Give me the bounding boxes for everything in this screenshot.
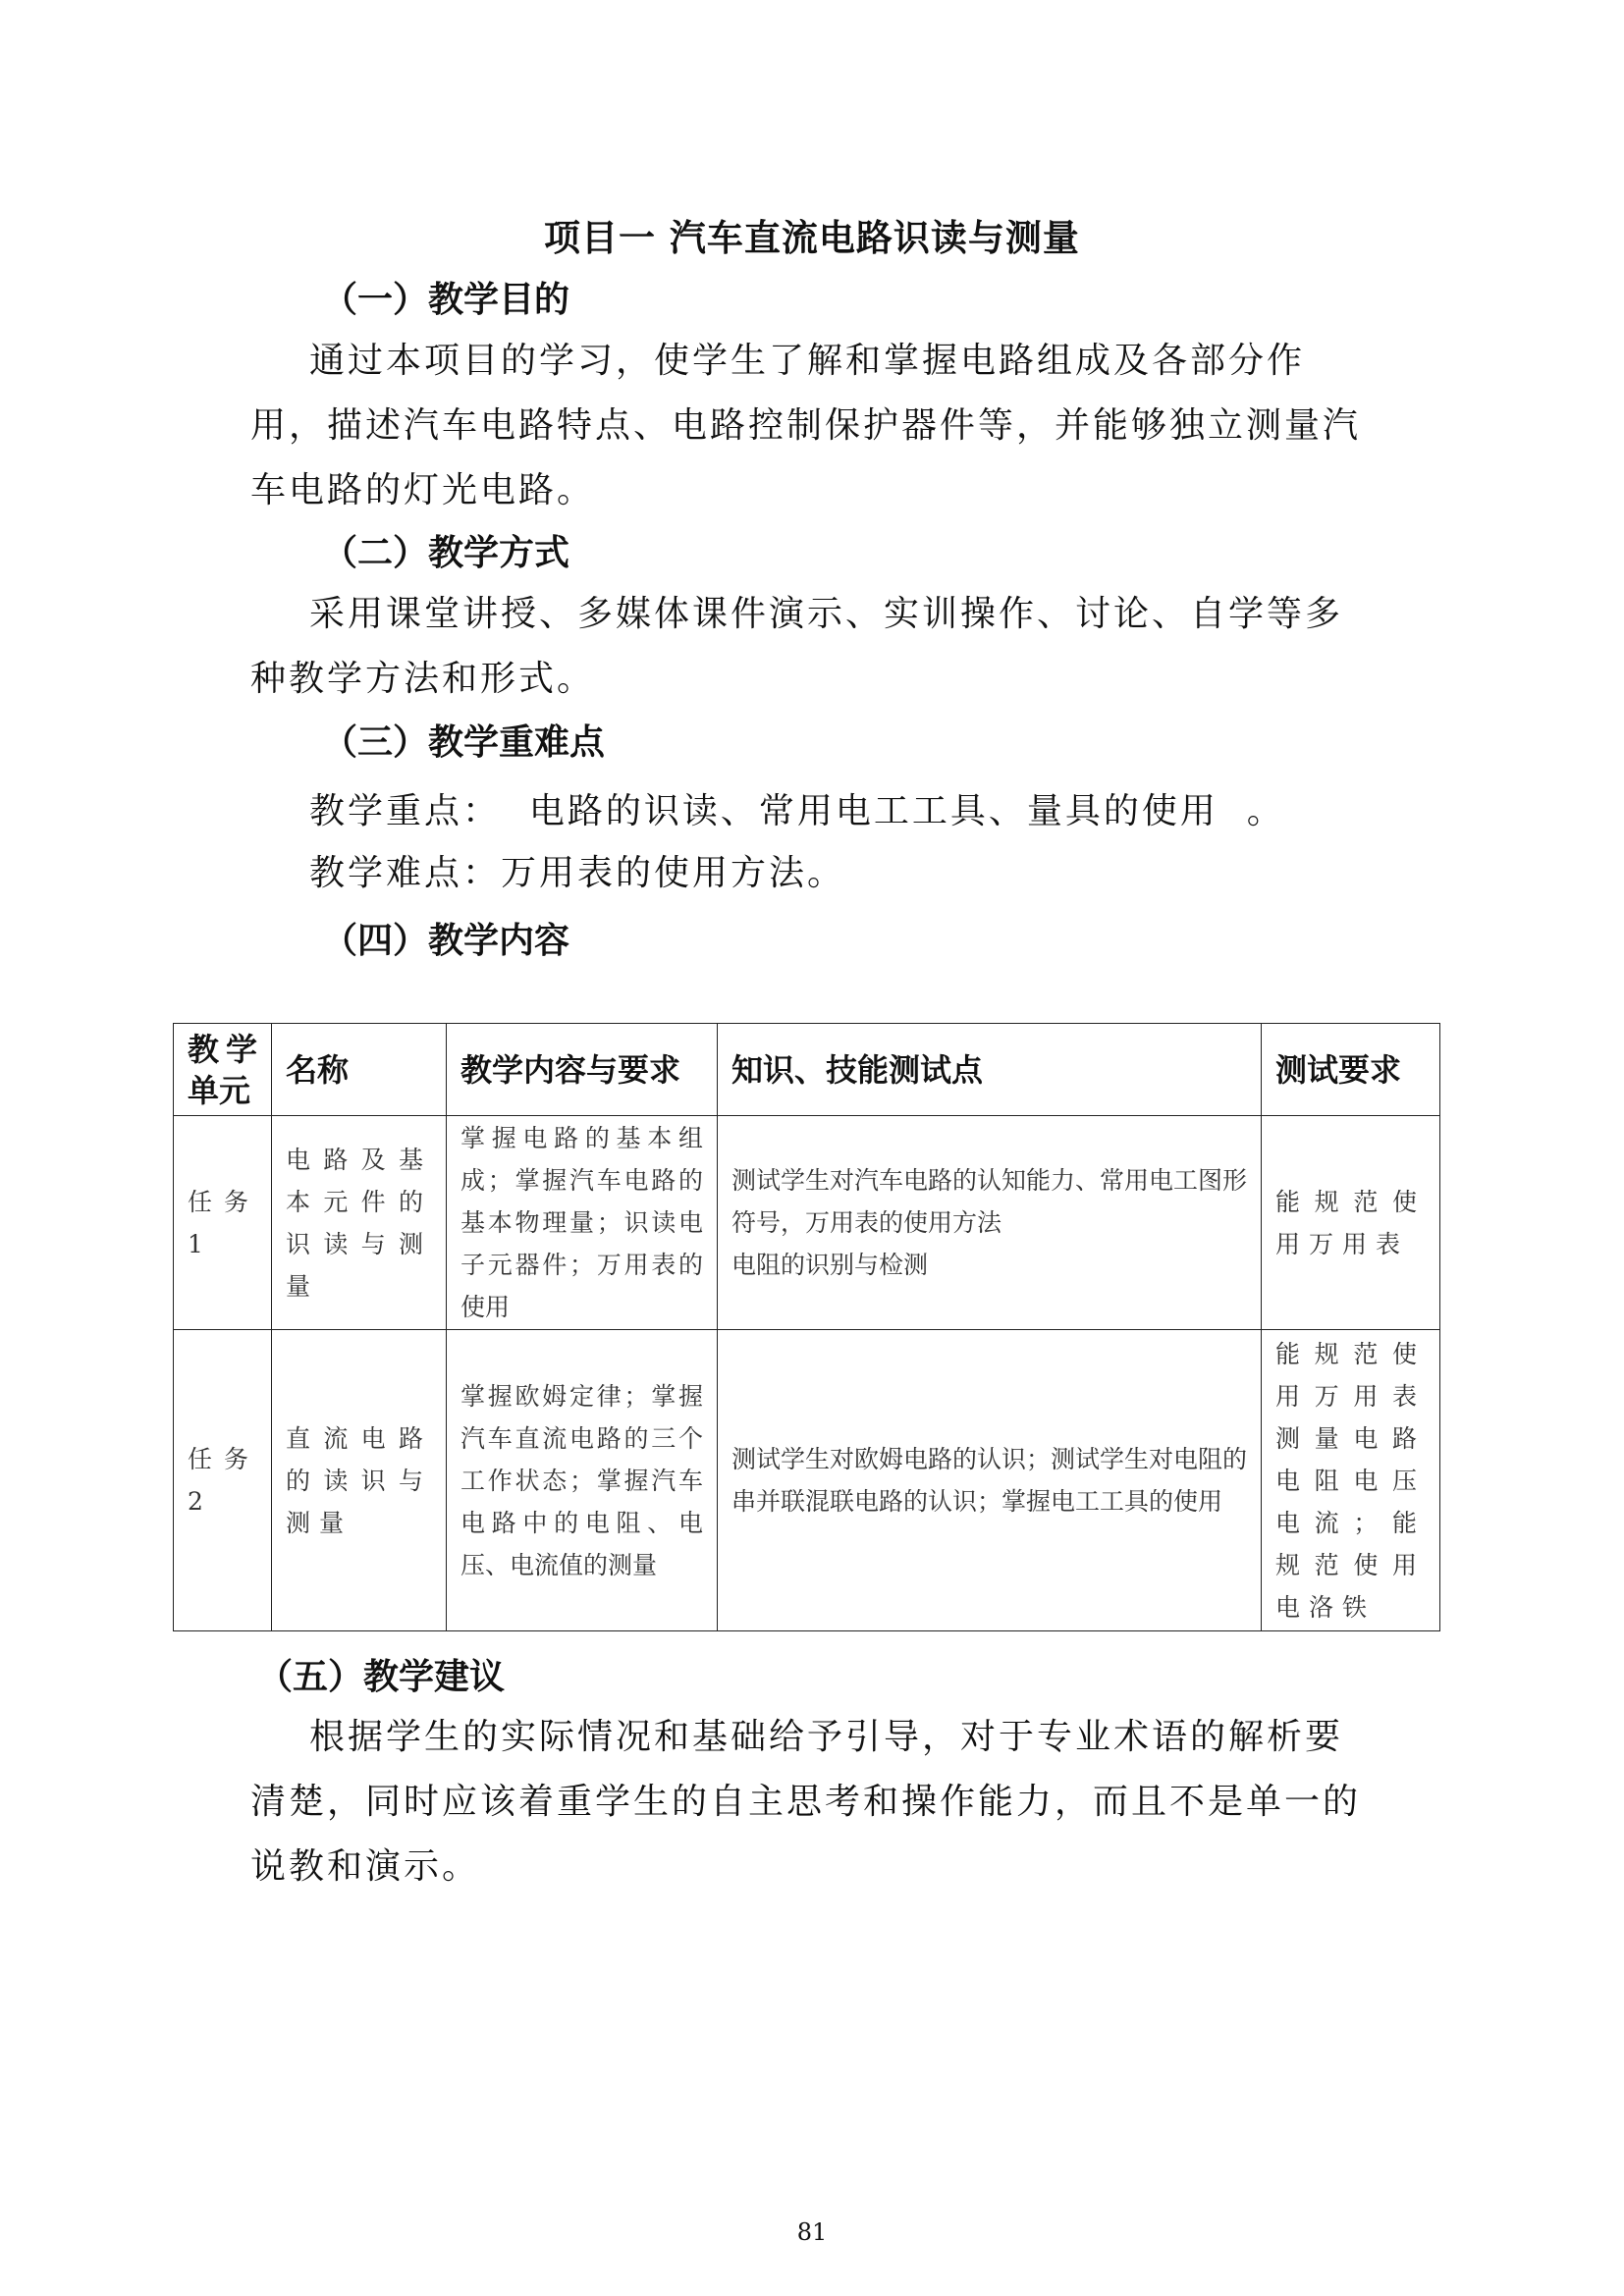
page-number: 81 — [796, 2218, 828, 2246]
section-2-heading: （二）教学方式 — [322, 533, 570, 573]
header-content: 教学内容与要求 — [447, 1024, 718, 1116]
header-requirement: 测试要求 — [1262, 1024, 1440, 1116]
unit-cell: 任务1 — [174, 1116, 272, 1330]
test-points-text-2: 电阻的识别与检测 — [731, 1251, 929, 1279]
header-unit: 教学单元 — [174, 1024, 272, 1116]
section-5-text: 根据学生的实际情况和基础给予引导，对于专业术语的解析要清楚，同时应该着重学生的自主思考和操作能力，而且不是单一的说教和演示。 — [250, 1717, 1362, 1887]
section-3-heading: （三）教学重难点 — [322, 722, 606, 763]
name-cell: 直流电路的读识与测量 — [272, 1330, 447, 1631]
key-points-line: 教学重点： 电路的识读、常用电工工具、量具的使用 。 — [309, 791, 1285, 831]
requirement-cell: 能规范使用万用表 — [1262, 1116, 1440, 1330]
table-row — [174, 1330, 1440, 1631]
teaching-content-table — [173, 1023, 1440, 1631]
test-points-cell: 测试学生对欧姆电路的认识；测试学生对电阻的串并联混联电路的认识；掌握电工工具的使用 — [718, 1330, 1262, 1631]
content-cell: 掌握电路的基本组成；掌握汽车电路的基本物理量；识读电子元器件；万用表的使用 — [447, 1116, 718, 1330]
difficult-points-line: 教学难点：万用表的使用方法。 — [309, 853, 846, 893]
section-5-paragraph — [250, 1705, 1365, 1899]
unit-cell: 任务2 — [174, 1330, 272, 1631]
section-5-heading: （五）教学建议 — [257, 1657, 506, 1697]
test-points-cell — [718, 1116, 1262, 1330]
section-2-paragraph — [250, 582, 1365, 712]
section-1-paragraph — [250, 329, 1365, 523]
table-row — [174, 1116, 1440, 1330]
name-cell: 电路及基本元件的识读与测量 — [272, 1116, 447, 1330]
section-1-text: 通过本项目的学习，使学生了解和掌握电路组成及各部分作用，描述汽车电路特点、电路控制保护器件等，并能够独立测量汽车电路的灯光电路。 — [250, 341, 1362, 510]
section-4-heading: （四）教学内容 — [322, 921, 570, 961]
header-name: 名称 — [272, 1024, 447, 1116]
page-title: 项目一 汽车直流电路识读与测量 — [544, 216, 1080, 259]
header-test-points: 知识、技能测试点 — [718, 1024, 1262, 1116]
section-1-heading: （一）教学目的 — [322, 280, 570, 320]
content-cell: 掌握欧姆定律；掌握汽车直流电路的三个工作状态；掌握汽车电路中的电阻、电压、电流值的测量 — [447, 1330, 718, 1631]
section-2-text: 采用课堂讲授、多媒体课件演示、实训操作、讨论、自学等多种教学方法和形式。 — [250, 594, 1344, 699]
test-points-text: 测试学生对汽车电路的认知能力、常用电工图形符号，万用表的使用方法 — [731, 1166, 1248, 1237]
requirement-cell: 能规范使用万用表测量电路电阻电压电流；能规范使用电洛铁 — [1262, 1330, 1440, 1631]
table-header-row — [174, 1024, 1440, 1116]
